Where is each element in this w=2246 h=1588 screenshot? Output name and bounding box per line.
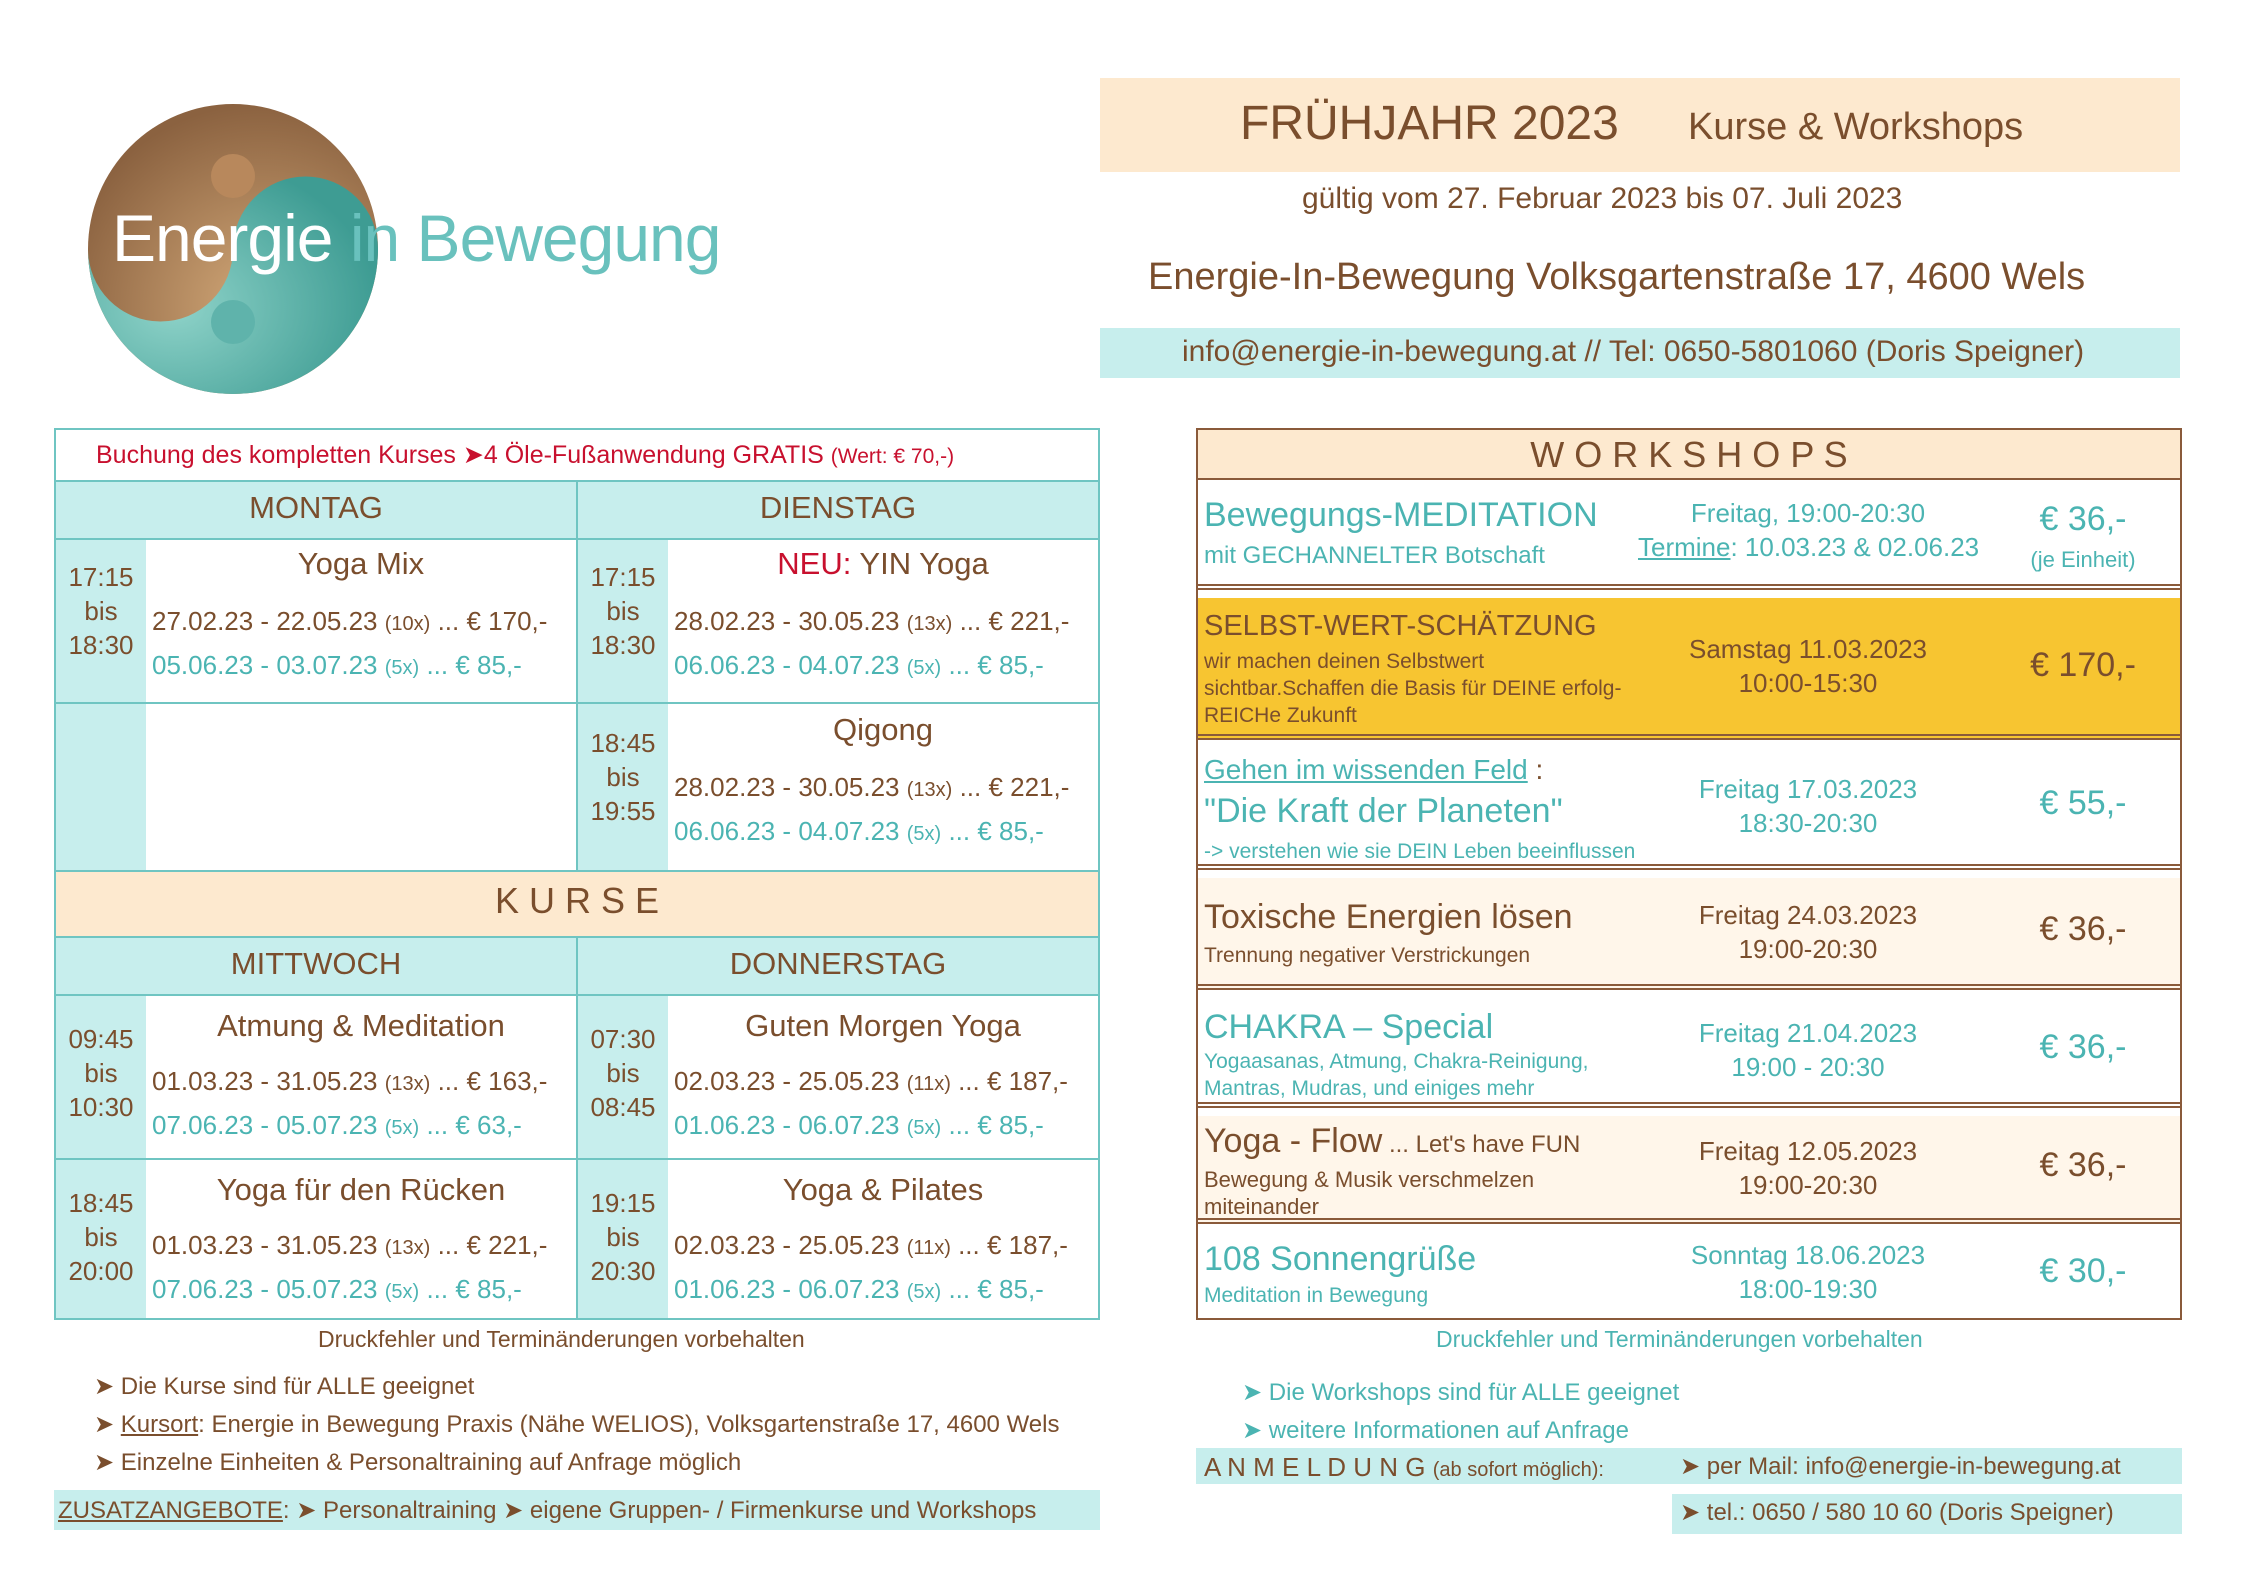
workshop-price: € 36,-: [2039, 1146, 2127, 1184]
course-dates-main: 01.03.23 - 31.05.23 (13x) ... € 221,-: [152, 1230, 548, 1260]
workshop-name: CHAKRA – Special: [1204, 1008, 1494, 1046]
logo-word-energie: Energie: [112, 201, 333, 275]
course-dates-extra: 01.06.23 - 06.07.23 (5x) ... € 85,-: [674, 1274, 1044, 1304]
course-title: Qigong: [833, 712, 933, 747]
course-title: Guten Morgen Yoga: [745, 1008, 1021, 1043]
workshop-name: SELBST-WERT-SCHÄTZUNG: [1204, 610, 1597, 642]
validity-period: gültig vom 27. Februar 2023 bis 07. Juli 2023: [1302, 182, 1903, 215]
anmeldung-tel: ➤ tel.: 0650 / 580 10 60 (Doris Speigner): [1680, 1499, 2114, 1526]
course-title: Atmung & Meditation: [217, 1008, 505, 1043]
course-dates-extra: 06.06.23 - 04.07.23 (5x) ... € 85,-: [674, 816, 1044, 846]
day-donnerstag: DONNERSTAG: [729, 946, 947, 981]
course-dates-extra: 07.06.23 - 05.07.23 (5x) ... € 85,-: [152, 1274, 522, 1304]
course-dates-main: 28.02.23 - 30.05.23 (13x) ... € 221,-: [674, 606, 1070, 636]
workshop-date: Freitag 21.04.2023 19:00 - 20:30: [1698, 1018, 1918, 1082]
workshop-price: € 36,-: [2039, 1028, 2127, 1066]
workshop-desc: Trennung negativer Verstrickungen: [1204, 944, 1531, 967]
logo-word-bewegung: in Bewegung: [332, 201, 721, 275]
workshop-name: 108 Sonnengrüße: [1204, 1240, 1477, 1278]
course-dates-main: 28.02.23 - 30.05.23 (13x) ... € 221,-: [674, 772, 1070, 802]
course-dates-extra: 07.06.23 - 05.07.23 (5x) ... € 63,-: [152, 1110, 522, 1140]
workshops-bullet-alle: ➤ Die Workshops sind für ALLE geeignet: [1242, 1379, 1680, 1406]
workshop-date: Samstag 11.03.2023 10:00-15:30: [1688, 634, 1928, 698]
courses-table: [54, 428, 1100, 1320]
course-time: 07:30 bis 08:45: [578, 1022, 668, 1124]
course-time: 17:15 bis 18:30: [56, 560, 146, 662]
workshop-row: [1198, 1116, 2180, 1224]
day-montag: MONTAG: [249, 490, 383, 525]
page-subtitle: Kurse & Workshops: [1688, 106, 2024, 148]
kurse-bullet-kursort: ➤ Kursort: Energie in Bewegung Praxis (Nähe WELIOS), Volksgartenstraße 17, 4600 Wels: [94, 1411, 1060, 1438]
workshop-row: [1198, 1232, 2180, 1318]
course-title: NEU: YIN Yoga: [777, 546, 989, 581]
workshops-header: W O R K S H O P S: [1530, 434, 1848, 475]
workshop-price: € 36,-: [2039, 500, 2127, 538]
course-title: Yoga & Pilates: [782, 1172, 984, 1207]
studio-address: Energie-In-Bewegung Volksgartenstraße 17, 4600 Wels: [1148, 256, 2086, 298]
booking-offer-text: 4 Öle-Fußanwendung GRATIS: [483, 441, 824, 469]
workshop-row-highlight: [1198, 598, 2180, 740]
workshop-name: Yoga - Flow ... Let's have FUN: [1204, 1122, 1581, 1160]
workshop-desc: mit GECHANNELTER Botschaft: [1204, 542, 1545, 569]
workshop-desc: Bewegung & Musik verschmelzen miteinander: [1204, 1167, 1535, 1219]
workshop-price-note: (je Einheit): [2030, 547, 2136, 572]
kurse-section-label: K U R S E: [494, 880, 660, 921]
workshop-date: Sonntag 18.06.2023 18:00-19:30: [1690, 1240, 1926, 1304]
course-time: 18:45 bis 19:55: [578, 726, 668, 828]
workshop-row: [1198, 878, 2180, 990]
workshop-desc: -> verstehen wie sie DEIN Leben beeinflussen: [1204, 840, 1636, 863]
workshop-row: [1198, 998, 2180, 1108]
course-dates-extra: 05.06.23 - 03.07.23 (5x) ... € 85,-: [152, 650, 522, 680]
workshop-date: Freitag 24.03.2023 19:00-20:30: [1698, 900, 1918, 964]
workshop-date: Freitag, 19:00-20:30 Termine: 10.03.23 & 02.06.23: [1638, 498, 1980, 562]
course-dates-extra: 01.06.23 - 06.07.23 (5x) ... € 85,-: [674, 1110, 1044, 1140]
anmeldung-mail: ➤ per Mail: info@energie-in-bewegung.at: [1680, 1453, 2121, 1480]
extras-line: ZUSATZANGEBOTE: ➤ Personaltraining ➤ eigene Gruppen- / Firmenkurse und Workshops: [58, 1497, 1037, 1524]
day-mittwoch: MITTWOCH: [230, 946, 402, 981]
workshops-bullet-info: ➤ weitere Informationen auf Anfrage: [1242, 1417, 1630, 1444]
workshop-name: Toxische Energien lösen: [1204, 898, 1573, 936]
arrow-icon: ➤: [462, 441, 484, 469]
workshop-row: [1198, 748, 2180, 870]
course-dates-main: 01.03.23 - 31.05.23 (13x) ... € 163,-: [152, 1066, 548, 1096]
workshop-price: € 30,-: [2039, 1252, 2127, 1290]
course-title: Yoga Mix: [297, 546, 425, 581]
course-dates-main: 02.03.23 - 25.05.23 (11x) ... € 187,-: [674, 1230, 1068, 1260]
course-dates-main: 27.02.23 - 22.05.23 (10x) ... € 170,-: [152, 606, 548, 636]
workshop-price: € 170,-: [2030, 646, 2136, 684]
kurse-bullet-einzel: ➤ Einzelne Einheiten & Personaltraining auf Anfrage möglich: [94, 1449, 742, 1476]
booking-value: (Wert: € 70,-): [830, 445, 955, 468]
workshop-name: Bewegungs-MEDITATION: [1204, 496, 1598, 534]
workshop-price: € 55,-: [2039, 784, 2127, 822]
course-time: 18:45 bis 20:00: [56, 1186, 146, 1288]
workshop-subtitle: "Die Kraft der Planeten": [1204, 792, 1563, 830]
workshop-date: Freitag 12.05.2023 19:00-20:30: [1698, 1136, 1918, 1200]
course-time: 17:15 bis 18:30: [578, 560, 668, 662]
page-title: FRÜHJAHR 2023: [1240, 97, 1619, 150]
kurse-bullet-alle: ➤ Die Kurse sind für ALLE geeignet: [94, 1373, 475, 1400]
kurse-footnote: Druckfehler und Terminänderungen vorbehalten: [318, 1326, 805, 1352]
workshop-row: [1198, 480, 2180, 590]
logo-text: [112, 200, 720, 276]
workshop-desc: wir machen deinen Selbstwert sichtbar.Schaffen die Basis für DEINE erfolg-REICHe Zukunft: [1204, 650, 1622, 727]
workshop-desc: Yogaasanas, Atmung, Chakra-Reinigung, Mantras, Mudras, und einiges mehr: [1204, 1050, 1589, 1100]
workshop-price: € 36,-: [2039, 910, 2127, 948]
booking-prefix: Buchung des kompletten Kurses: [96, 441, 463, 469]
course-title: Yoga für den Rücken: [216, 1172, 506, 1207]
contact-line: info@energie-in-bewegung.at // Tel: 0650-5801060 (Doris Speigner): [1182, 335, 2085, 368]
workshop-date: Freitag 17.03.2023 18:30-20:30: [1698, 774, 1918, 838]
anmeldung-label: A N M E L D U N G (ab sofort möglich):: [1204, 1452, 1604, 1482]
course-dates-extra: 06.06.23 - 04.07.23 (5x) ... € 85,-: [674, 650, 1044, 680]
course-dates-main: 02.03.23 - 25.05.23 (11x) ... € 187,-: [674, 1066, 1068, 1096]
workshops-footnote: Druckfehler und Terminänderungen vorbehalten: [1436, 1326, 1923, 1352]
workshop-desc: Meditation in Bewegung: [1204, 1284, 1429, 1307]
course-time: 09:45 bis 10:30: [56, 1022, 146, 1124]
workshops-table: [1196, 428, 2182, 1320]
workshop-name: Gehen im wissenden Feld :: [1204, 754, 1544, 785]
course-time: 19:15 bis 20:30: [578, 1186, 668, 1288]
booking-offer: [96, 440, 954, 470]
day-dienstag: DIENSTAG: [759, 490, 917, 525]
